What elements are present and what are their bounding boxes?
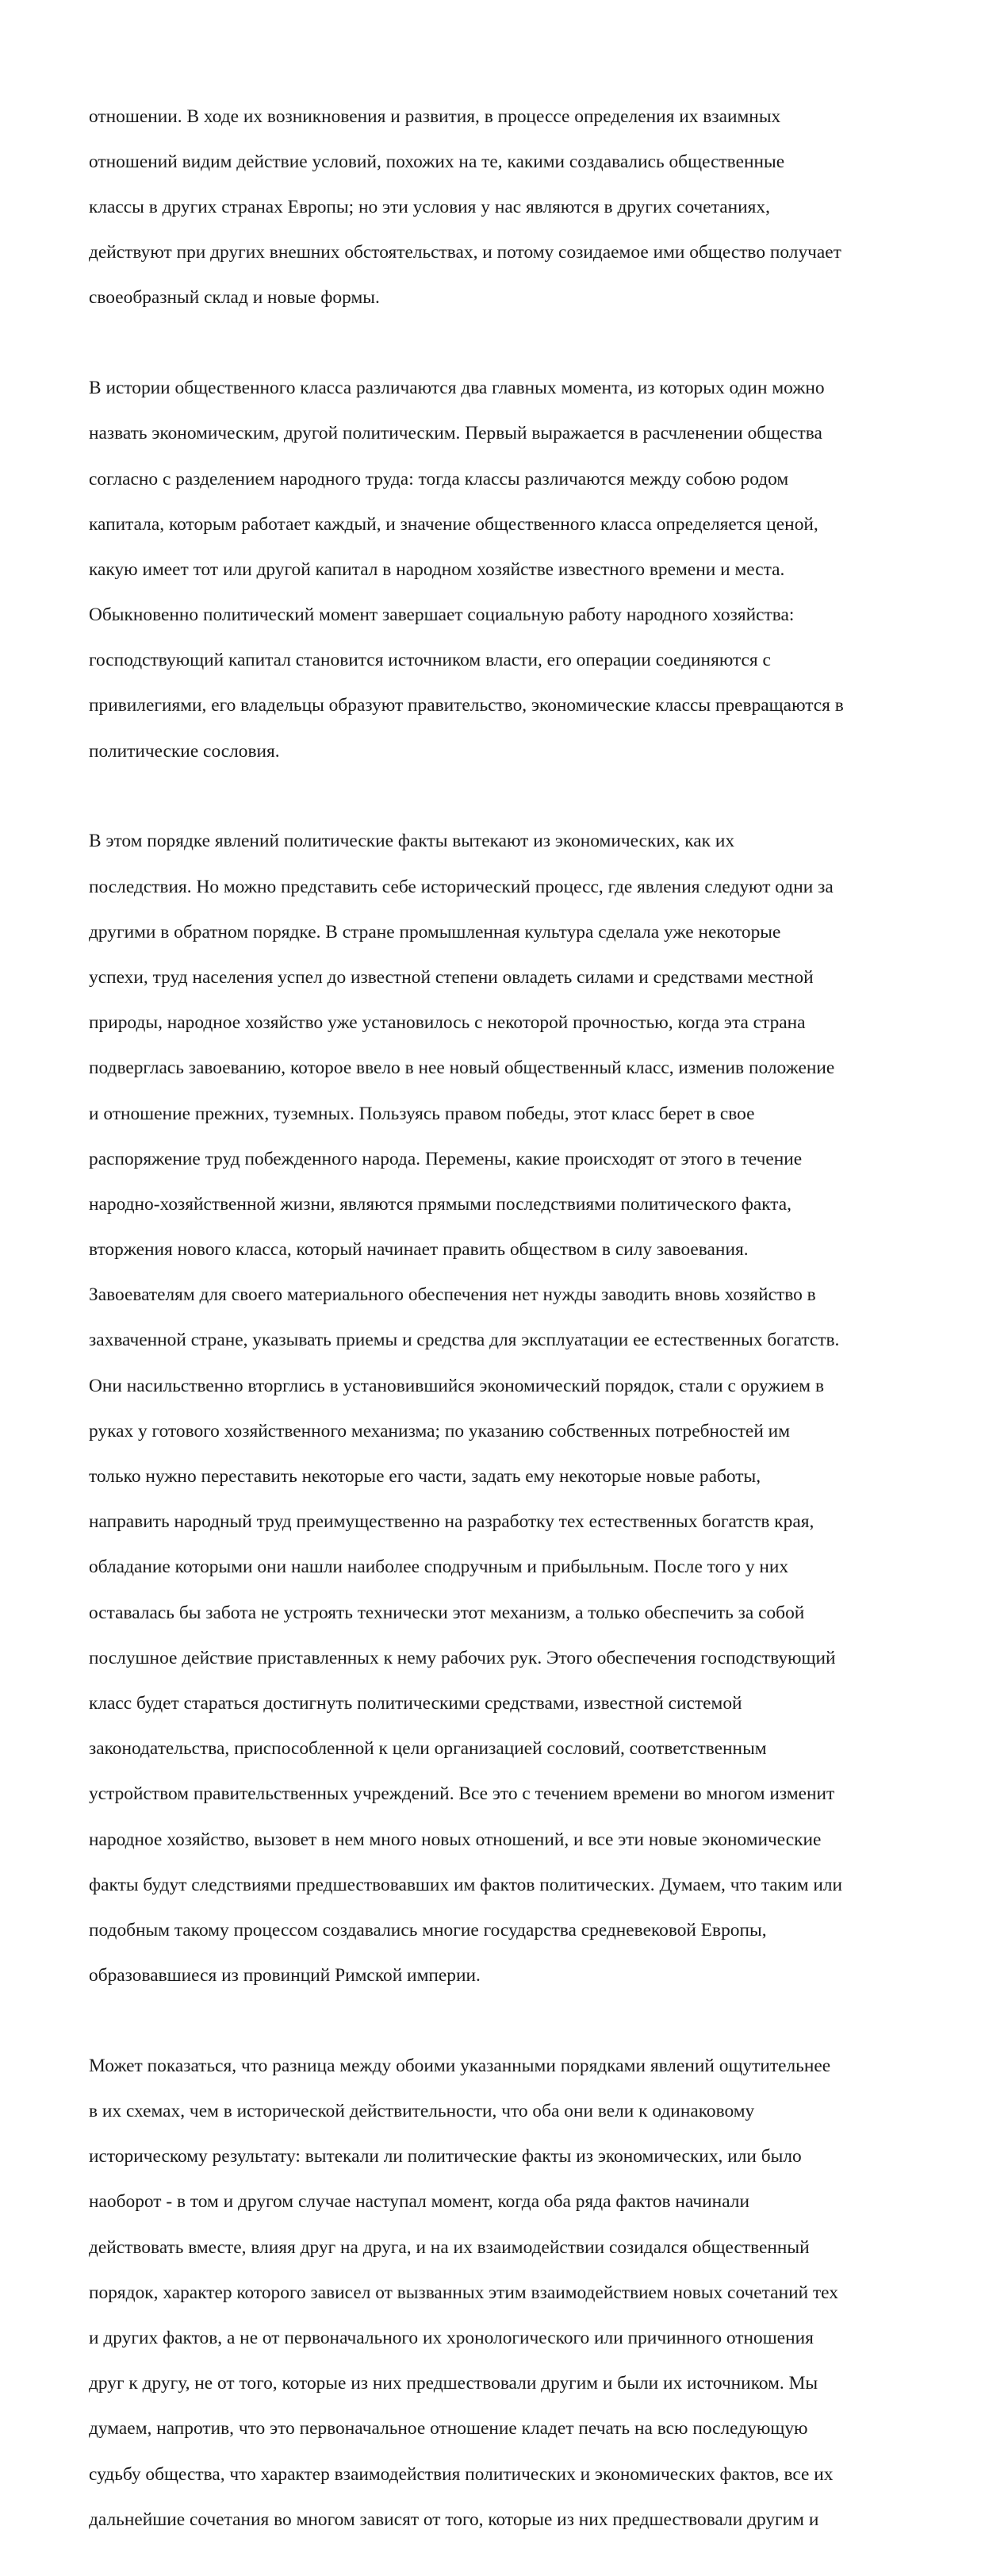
text-line: В истории общественного класса различаются два главных момента, из которых один можно bbox=[89, 378, 825, 399]
text-line: вторжения нового класса, который начинает править обществом в силу завоевания. bbox=[89, 1239, 749, 1261]
text-line: Может показаться, что разница между обоими указанными порядками явлений ощутительнее bbox=[89, 2055, 831, 2076]
text-line: думаем, напротив, что это первоначальное отношение кладет печать на всю последующую bbox=[89, 2418, 808, 2440]
paragraph-1 bbox=[89, 83, 906, 332]
text-line: другими в обратном порядке. В стране промышленная культура сделала уже некоторые bbox=[89, 921, 781, 942]
text-line: образовавшиеся из провинций Римской империи. bbox=[89, 1965, 481, 1987]
text-line: капитала, которым работает каждый, и значение общественного класса определяется ценой, bbox=[89, 513, 818, 535]
text-line: оставалась бы забота не устроять технически этот механизм, а только обеспечить за собой bbox=[89, 1602, 805, 1623]
text-line: и отношение прежних, туземных. Пользуясь правом победы, этот класс берет в свое bbox=[89, 1103, 755, 1124]
paragraph-3 bbox=[89, 808, 906, 2010]
text-line: историческому результату: вытекали ли политические факты из экономических, или было bbox=[89, 2146, 802, 2167]
text-line: действовать вместе, влияя друг на друга, и на их взаимодействии созидался общественный bbox=[89, 2236, 810, 2258]
text-line: дальнейшие сочетания во многом зависят от того, которые из них предшествовали другим и bbox=[89, 2509, 819, 2530]
text-line: успехи, труд населения успел до известной степени овладеть силами и средствами местной bbox=[89, 966, 814, 988]
text-line: природы, народное хозяйство уже установилось с некоторой прочностью, когда эта страна bbox=[89, 1012, 806, 1034]
text-line: отношении. В ходе их возникновения и развития, в процессе определения их взаимных bbox=[89, 106, 781, 127]
text-line: действуют при других внешних обстоятельствах, и потому созидаемое ими общество получает bbox=[89, 242, 841, 263]
text-line: в их схемах, чем в исторической действительности, что оба они вели к одинаковому bbox=[89, 2101, 755, 2122]
text-line: В этом порядке явлений политические факты вытекают из экономических, как их bbox=[89, 831, 735, 852]
text-line: направить народный труд преимущественно на разработку тех естественных богатств края, bbox=[89, 1511, 814, 1533]
text-line: и других фактов, а не от первоначального их хронологического или причинного отношения bbox=[89, 2328, 814, 2348]
text-line: наоборот - в том и другом случае наступал момент, когда оба ряда фактов начинали bbox=[89, 2191, 749, 2213]
text-line: народное хозяйство, вызовет в нем много новых отношений, и все эти новые экономические bbox=[89, 1829, 822, 1850]
text-line: судьбу общества, что характер взаимодействия политических и экономических фактов, все их bbox=[89, 2463, 834, 2485]
paragraph-4 bbox=[89, 2032, 906, 2554]
text-line: распоряжение труд побежденного народа. Перемены, какие происходят от этого в течение bbox=[89, 1148, 803, 1169]
text-line: народно-хозяйственной жизни, являются прямыми последствиями политического факта, bbox=[89, 1193, 792, 1215]
text-line: законодательства, приспособленной к цели организацией сословий, соответственным bbox=[89, 1738, 767, 1760]
text-line: устройством правительственных учреждений. Все это с течением времени во многом изменит bbox=[89, 1783, 835, 1805]
text-line: привилегиями, его владельцы образуют правительство, экономические классы превращаются в bbox=[89, 695, 844, 716]
text-line: Завоевателям для своего материального обеспечения нет нужды заводить вновь хозяйство в bbox=[89, 1284, 816, 1306]
text-line: Они насильственно вторглись в установившийся экономический порядок, стали с оружием в bbox=[89, 1375, 825, 1396]
text-line: последствия. Но можно представить себе исторический процесс, где явления следуют одни за bbox=[89, 876, 834, 897]
document-page bbox=[89, 83, 906, 2576]
text-line: друг к другу, не от того, которые из них предшествовали другим и были их источником. Мы bbox=[89, 2373, 818, 2394]
text-line: класс будет стараться достигнуть политическими средствами, известной системой bbox=[89, 1692, 742, 1714]
text-line: подверглась завоеванию, которое ввело в нее новый общественный класс, изменив положение bbox=[89, 1058, 835, 1079]
text-line: только нужно переставить некоторые его части, задать ему некоторые новые работы, bbox=[89, 1466, 761, 1488]
text-line: порядок, характер которого зависел от вызванных этим взаимодействием новых сочетаний тех bbox=[89, 2282, 838, 2303]
text-line: подобным такому процессом создавались многие государства средневековой Европы, bbox=[89, 1919, 767, 1941]
text-line: факты будут следствиями предшествовавших им фактов политических. Думаем, что таким или bbox=[89, 1874, 843, 1895]
paragraph-2 bbox=[89, 355, 906, 785]
text-line: согласно с разделением народного труда: тогда классы различаются между собою родом bbox=[89, 468, 789, 489]
text-line: послушное действие приставленных к нему рабочих рук. Этого обеспечения господствующий bbox=[89, 1647, 836, 1668]
text-line: отношений видим действие условий, похожих на те, какими создавались общественные bbox=[89, 151, 785, 172]
text-line: обладание которыми они нашли наиболее сподручным и прибыльным. После того у них bbox=[89, 1557, 789, 1578]
text-line: политические сословия. bbox=[89, 740, 280, 762]
text-line: руках у готового хозяйственного механизма; по указанию собственных потребностей им bbox=[89, 1420, 790, 1442]
text-line: господствующий капитал становится источником власти, его операции соединяются с bbox=[89, 650, 771, 671]
text-line: Обыкновенно политический момент завершает социальную работу народного хозяйства: bbox=[89, 605, 795, 626]
text-line: захваченной стране, указывать приемы и средства для эксплуатации ее естественных богатств. bbox=[89, 1330, 840, 1351]
text-line: какую имеет тот или другой капитал в народном хозяйстве известного времени и места. bbox=[89, 559, 785, 580]
text-line: своеобразный склад и новые формы. bbox=[89, 287, 380, 309]
text-line: классы в других странах Европы; но эти условия у нас являются в других сочетаниях, bbox=[89, 196, 770, 217]
text-line: назвать экономическим, другой политическим. Первый выражается в расчленении общества bbox=[89, 423, 822, 444]
